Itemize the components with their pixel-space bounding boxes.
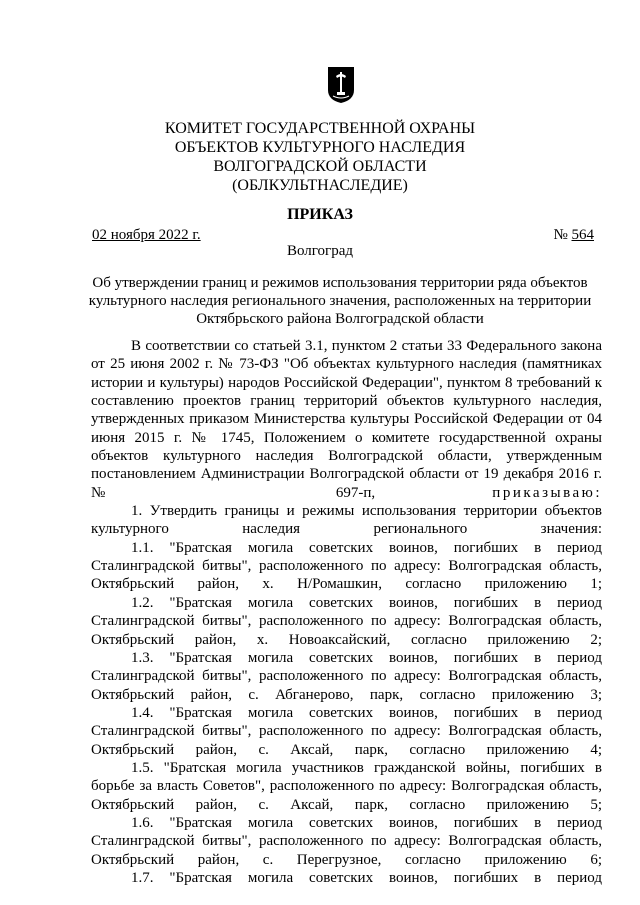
preamble-order-word: приказываю: xyxy=(492,484,602,501)
item-paragraph: 1.1. "Братская могила советских воинов, погибших в период Сталинградской битвы", расположенного по адресу: Волгоградская область, Октябрьский район, х. Н/Ромашкин, согласно приложению 1; xyxy=(91,539,602,593)
item-paragraph: 1.3. "Братская могила советских воинов, погибших в период Сталинградской битвы", расположенного по адресу: Волгоградская область, Октябрьский район, с. Абганерово, парк, согласно приложению 3; xyxy=(91,649,602,703)
org-line: ОБЪЕКТОВ КУЛЬТУРНОГО НАСЛЕДИЯ xyxy=(174,139,466,156)
order-body xyxy=(91,337,602,887)
preamble-paragraph xyxy=(91,337,602,502)
item-paragraph: 1.5. "Братская могила участников гражданской войны, погибших в борьбе за власть Советов", расположенного по адресу: Волгоградская область, Октябрьский район, с. Аксай, парк, согласно приложению 5; xyxy=(91,759,602,813)
order-number xyxy=(553,227,594,244)
org-line: КОМИТЕТ ГОСУДАРСТВЕННОЙ ОХРАНЫ xyxy=(164,120,476,137)
org-line: ВОЛГОГРАДСКОЙ ОБЛАСТИ xyxy=(213,158,427,175)
item-paragraph: 1.4. "Братская могила советских воинов, погибших в период Сталинградской битвы", расположенного по адресу: Волгоградская область, Октябрьский район, с. Аксай, парк, согласно приложению 4; xyxy=(91,704,602,758)
organization-name xyxy=(0,119,640,195)
org-line: (ОБЛКУЛЬТНАСЛЕДИЕ) xyxy=(232,177,408,194)
preamble-text: В соответствии со статьей 3.1, пунктом 2 статьи 33 Федерального закона от 25 июня 2002 г. № 73-ФЗ "Об объектах культурного наследия (памятниках истории и культуры) народов Российской Федерации", пунктом 8 требований к составлению проектов границ территорий объектов культурного наследия, утвержденных приказом Министерства культуры Российской Федерации от 04 июня 2015 г. № 1745, Положением о комитете государственной охраны объектов культурного наследия Волгоградской области, утвержденным постановлением Администрации Волгоградской области от 19 декабря 2016 г. № 697-п, xyxy=(91,338,602,501)
item-paragraph: 1.7. "Братская могила советских воинов, погибших в период xyxy=(131,869,602,886)
item-paragraph: 1.2. "Братская могила советских воинов, погибших в период Сталинградской битвы", расположенного по адресу: Волгоградская область, Октябрьский район, х. Новоаксайский, согласно приложению 2; xyxy=(91,594,602,648)
order-number-prefix: № xyxy=(553,227,572,243)
order-number-value: 564 xyxy=(571,227,594,243)
item-paragraph: 1. Утвердить границы и режимы использования территории объектов культурного наследия регионального значения: xyxy=(91,503,602,538)
volgograd-coat-of-arms-icon xyxy=(327,66,355,104)
order-date: 02 ноября 2022 г. xyxy=(92,227,201,243)
order-subject: Об утверждении границ и режимов использования территории ряда объектов культурного наследия регионального значения, расположенных на территории Октябрьского района Волгоградской области xyxy=(88,275,592,327)
order-title: ПРИКАЗ xyxy=(287,206,353,223)
item-paragraph: 1.6. "Братская могила советских воинов, погибших в период Сталинградской битвы", расположенного по адресу: Волгоградская область, Октябрьский район, с. Перегрузное, согласно приложению 6; xyxy=(91,814,602,868)
order-city: Волгоград xyxy=(286,243,353,259)
